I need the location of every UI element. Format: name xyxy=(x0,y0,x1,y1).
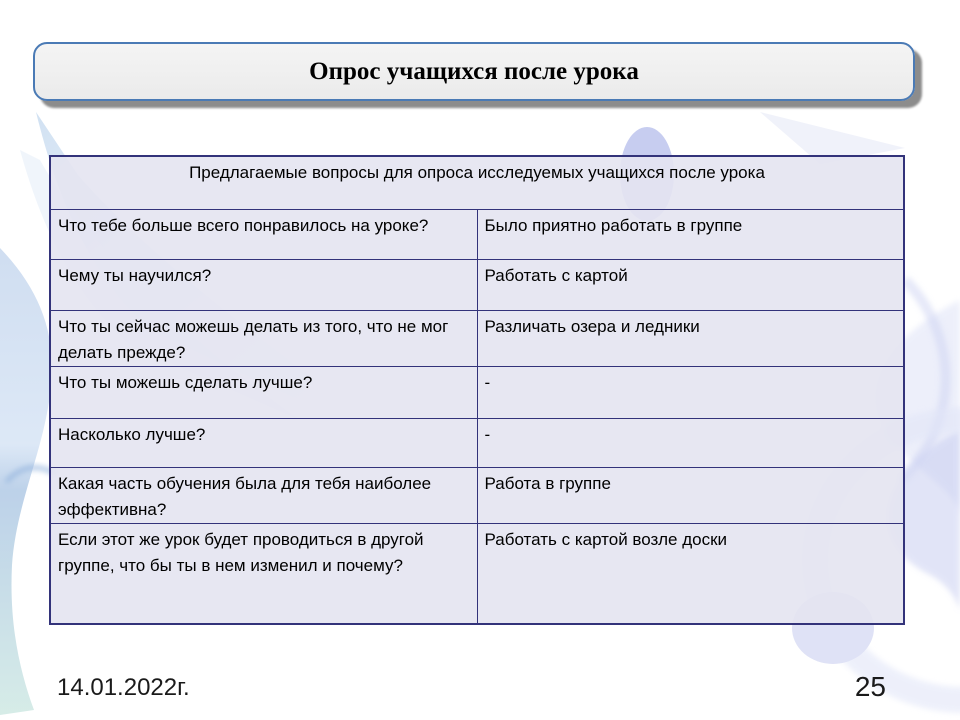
table-row xyxy=(50,419,904,468)
answer-cell: Различать озера и ледники xyxy=(477,311,904,367)
slide-title: Опрос учащихся после урока xyxy=(309,57,639,85)
table-header-cell: Предлагаемые вопросы для опроса исследуемых учащихся после урока xyxy=(50,156,904,210)
answer-cell: Работа в группе xyxy=(477,468,904,524)
answer-cell: Было приятно работать в группе xyxy=(477,210,904,260)
survey-table xyxy=(49,155,905,625)
footer-date: 14.01.2022г. xyxy=(57,674,190,701)
answer-cell: - xyxy=(477,367,904,419)
question-cell: Какая часть обучения была для тебя наиболее эффективна? xyxy=(50,468,477,524)
question-cell: Что тебе больше всего понравилось на уроке? xyxy=(50,210,477,260)
question-cell: Насколько лучше? xyxy=(50,419,477,468)
table-row xyxy=(50,367,904,419)
answer-cell: Работать с картой возле доски xyxy=(477,524,904,625)
table-row xyxy=(50,311,904,367)
question-cell: Если этот же урок будет проводиться в другой группе, что бы ты в нем изменил и почему? xyxy=(50,524,477,625)
table-header-row xyxy=(50,156,904,210)
table-row xyxy=(50,260,904,311)
answer-cell: Работать с картой xyxy=(477,260,904,311)
question-cell: Что ты можешь сделать лучше? xyxy=(50,367,477,419)
question-cell: Чему ты научился? xyxy=(50,260,477,311)
question-cell: Что ты сейчас можешь делать из того, что не мог делать прежде? xyxy=(50,311,477,367)
answer-cell: - xyxy=(477,419,904,468)
table-row xyxy=(50,524,904,625)
table-row xyxy=(50,210,904,260)
table-row xyxy=(50,468,904,524)
title-box xyxy=(33,42,915,101)
page-number: 25 xyxy=(854,671,886,702)
